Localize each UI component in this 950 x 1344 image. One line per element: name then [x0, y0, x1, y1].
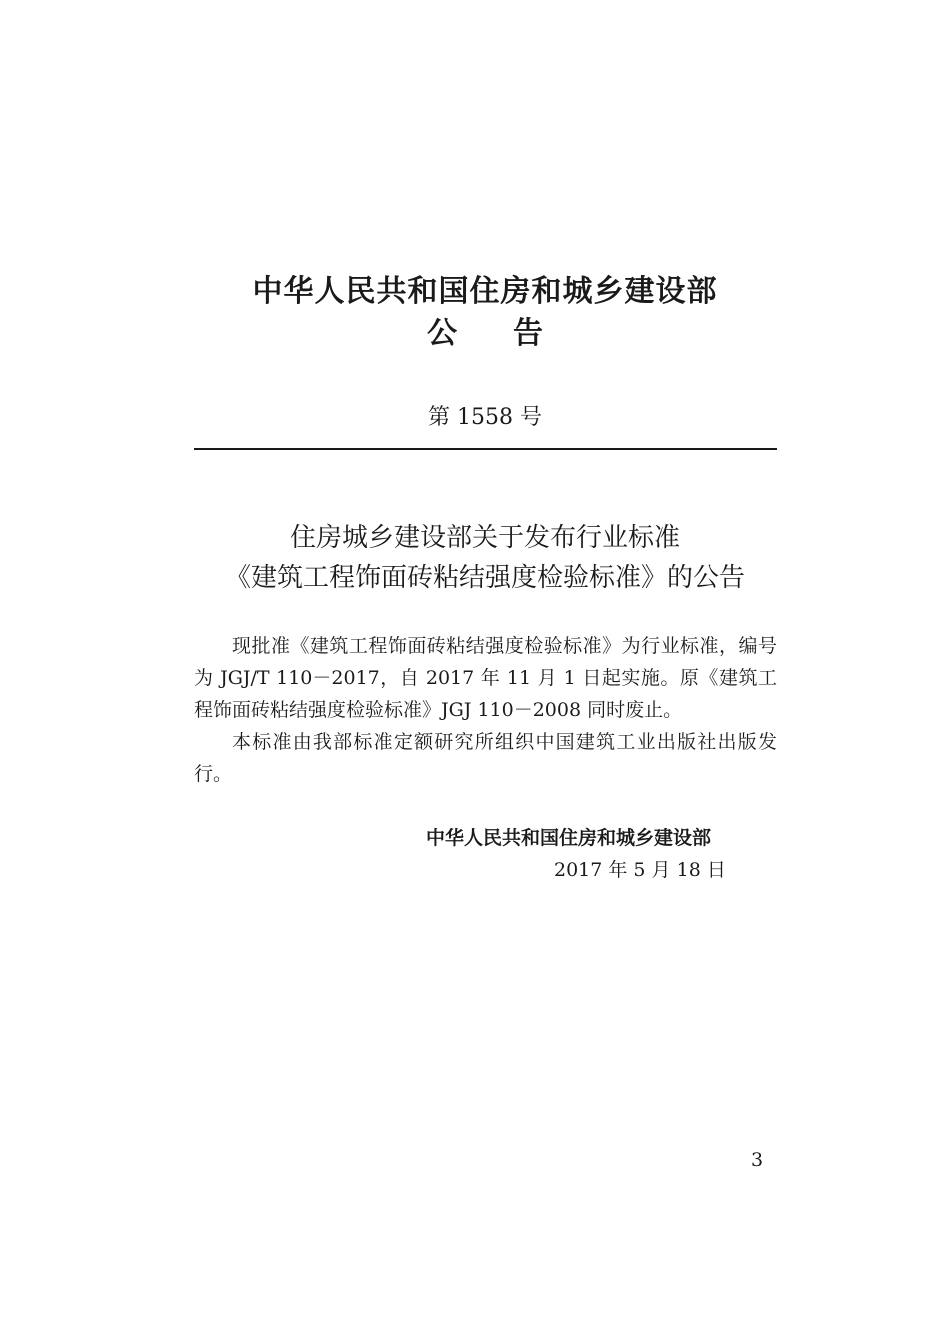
body-paragraph-1: 现批准《建筑工程饰面砖粘结强度检验标准》为行业标准，编号为 JGJ/T 110－2017，自 2017 年 11 月 1 日起实施。原《建筑工程饰面砖粘结强度检验标准》JGJ 110－2008 同时废止。	[194, 635, 777, 721]
ministry-title: 中华人民共和国住房和城乡建设部	[252, 274, 718, 309]
announcement-body	[194, 630, 777, 790]
header-divider	[194, 448, 777, 450]
announcement-subject	[0, 518, 950, 598]
signature-organization: 中华人民共和国住房和城乡建设部	[426, 827, 712, 849]
body-paragraph-2: 本标准由我部标准定额研究所组织中国建筑工业出版社出版发行。	[194, 731, 777, 785]
subject-line-2: 《建筑工程饰面砖粘结强度检验标准》的公告	[224, 563, 745, 593]
signature-date: 2017 年 5 月 18 日	[554, 859, 726, 881]
notice-heading: 公告	[427, 316, 599, 351]
page-number: 3	[751, 1149, 764, 1171]
subject-line-1: 住房城乡建设部关于发布行业标准	[289, 523, 680, 553]
announcement-number: 第 1558 号	[428, 405, 542, 430]
